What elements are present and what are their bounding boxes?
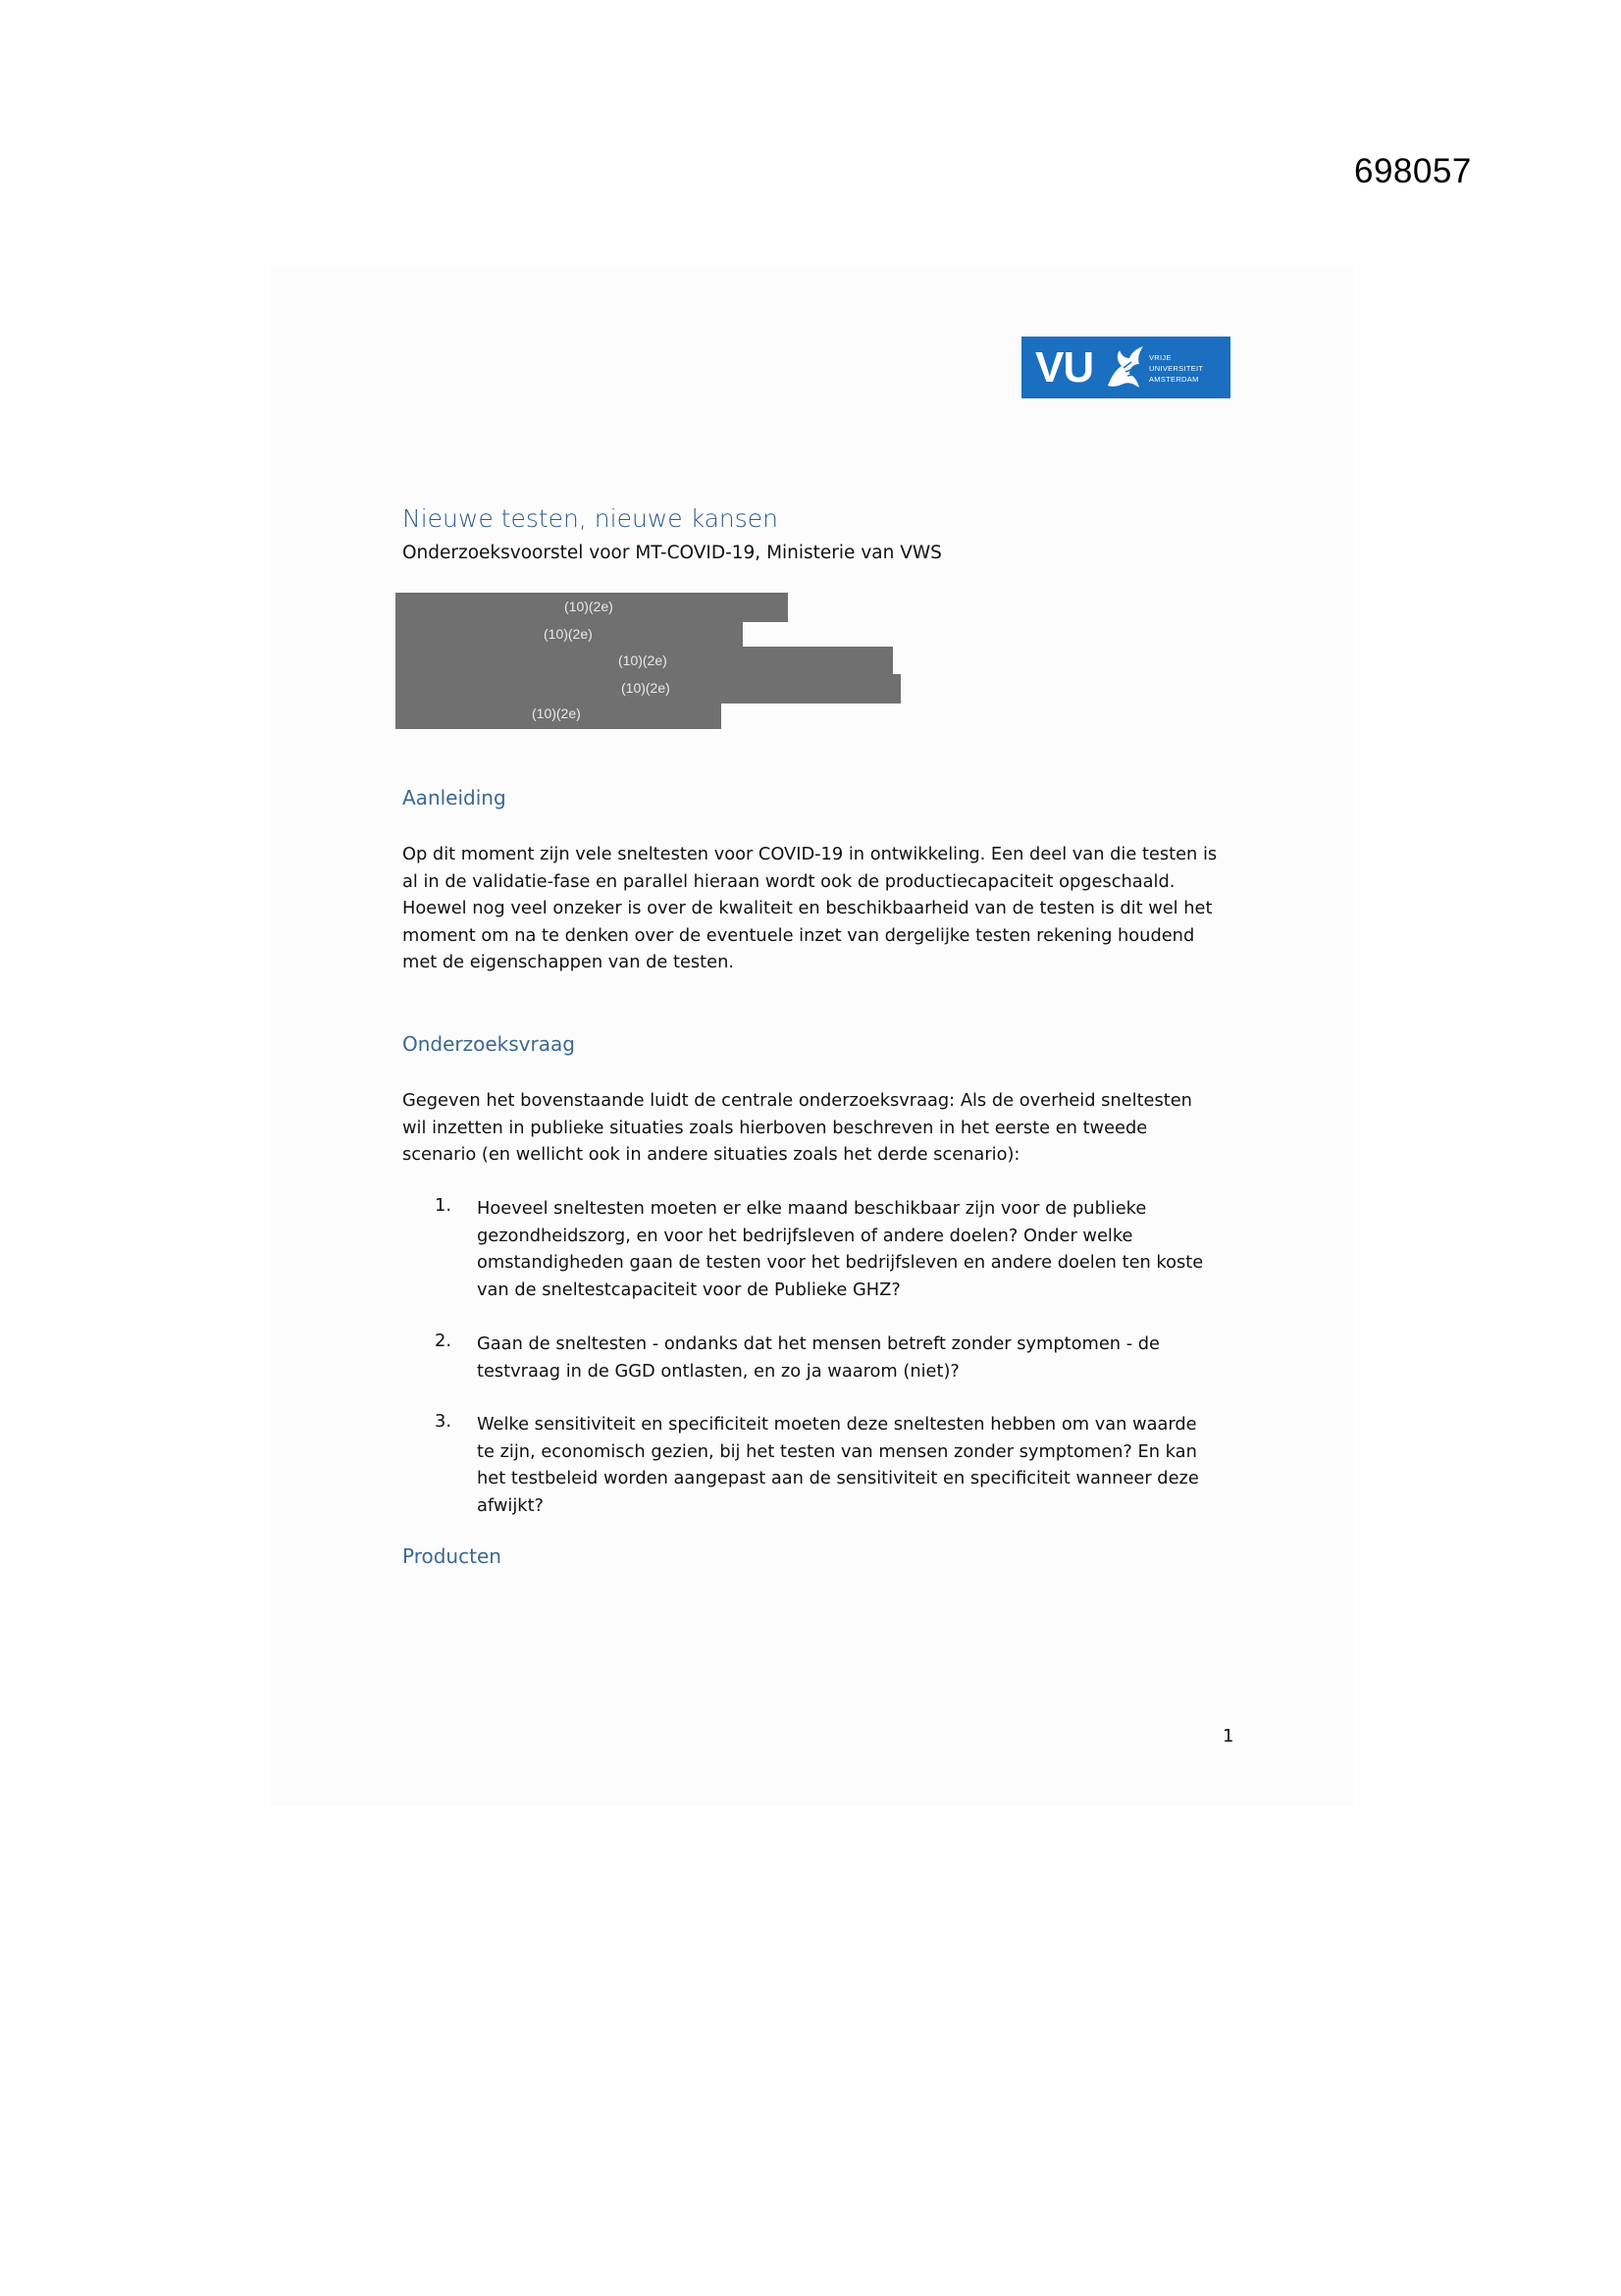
redaction-block xyxy=(395,620,743,650)
heading-aanleiding: Aanleiding xyxy=(402,786,506,809)
list-item-line: Hoeveel sneltesten moeten er elke maand beschikbaar zijn voor de publieke xyxy=(477,1198,1147,1219)
logo-line-3: AMSTERDAM xyxy=(1149,375,1199,384)
griffin-icon xyxy=(1102,342,1145,393)
heading-producten: Producten xyxy=(402,1544,501,1568)
logo-line-1: VRIJE xyxy=(1149,353,1172,362)
list-item xyxy=(477,1411,1242,1519)
logo-abbreviation: VU xyxy=(1035,343,1094,391)
paragraph-line: Hoewel nog veel onzeker is over de kwaliteit en beschikbaarheid van de testen is dit wel het xyxy=(402,898,1213,918)
document-id-stamp: 698057 xyxy=(1354,152,1472,190)
redaction-block xyxy=(395,593,788,622)
list-item-line: testvraag in de GGD ontlasten, en zo ja waarom (niet)? xyxy=(477,1360,960,1382)
list-item-number: 3. xyxy=(435,1411,451,1432)
paragraph-line: moment om na te denken over de eventuele inzet van dergelijke testen rekening houdend xyxy=(402,924,1195,946)
list-item-line: Welke sensitiviteit en specificiteit moeten deze sneltesten hebben om van waarde xyxy=(477,1414,1197,1435)
paragraph-line: scenario (en wellicht ook in andere situaties zoals het derde scenario): xyxy=(402,1144,1020,1165)
document-title: Nieuwe testen, nieuwe kansen xyxy=(402,504,779,533)
paragraph-line: Gegeven het bovenstaande luidt de centrale onderzoeksvraag: Als de overheid sneltesten xyxy=(402,1090,1192,1111)
list-item-line: het testbeleid worden aangepast aan de sensitiviteit en specificiteit wanneer deze xyxy=(477,1468,1199,1488)
vu-logo xyxy=(1021,337,1230,398)
list-item-line: Gaan de sneltesten - ondanks dat het mensen betreft zonder symptomen - de xyxy=(477,1333,1160,1354)
redaction-code: (10)(2e) xyxy=(564,599,613,614)
list-item-line: te zijn, economisch gezien, bij het testen van mensen zonder symptomen? En kan xyxy=(477,1440,1197,1462)
redaction-code: (10)(2e) xyxy=(544,626,593,642)
redaction-code: (10)(2e) xyxy=(621,680,670,696)
redaction-block xyxy=(395,647,893,676)
list-item-number: 2. xyxy=(435,1331,451,1351)
paragraph-line: Op dit moment zijn vele sneltesten voor COVID-19 in ontwikkeling. Een deel van die testen is xyxy=(402,844,1218,864)
redaction-code: (10)(2e) xyxy=(532,705,581,721)
redaction-block xyxy=(395,700,721,729)
document-subtitle: Onderzoeksvoorstel voor MT-COVID-19, Ministerie van VWS xyxy=(402,543,942,563)
paragraph-line: met de eigenschappen van de testen. xyxy=(402,952,735,972)
list-item-line: afwijkt? xyxy=(477,1494,544,1516)
list-item-line: gezondheidszorg, en voor het bedrijfsleven of andere doelen? Onder welke xyxy=(477,1225,1133,1246)
list-item-number: 1. xyxy=(435,1195,451,1216)
list-item xyxy=(477,1195,1242,1303)
list-item-line: omstandigheden gaan de testen voor het bedrijfsleven en andere doelen ten koste xyxy=(477,1252,1204,1273)
paragraph-onderzoeksvraag xyxy=(402,1087,1236,1169)
logo-line-2: UNIVERSITEIT xyxy=(1149,364,1204,373)
heading-onderzoeksvraag: Onderzoeksvraag xyxy=(402,1032,575,1056)
page-number: 1 xyxy=(1223,1726,1234,1747)
redaction-code: (10)(2e) xyxy=(618,652,667,668)
list-item xyxy=(477,1331,1242,1384)
paragraph-line: wil inzetten in publieke situaties zoals hierboven beschreven in het eerste en tweede xyxy=(402,1117,1148,1138)
paragraph-aanleiding xyxy=(402,841,1236,976)
list-item-line: van de sneltestcapaciteit voor de Publieke GHZ? xyxy=(477,1278,901,1300)
logo-wordmark xyxy=(1149,352,1203,385)
paragraph-line: al in de validatie-fase en parallel hieraan wordt ook de productiecapaciteit opgeschaald. xyxy=(402,870,1176,892)
